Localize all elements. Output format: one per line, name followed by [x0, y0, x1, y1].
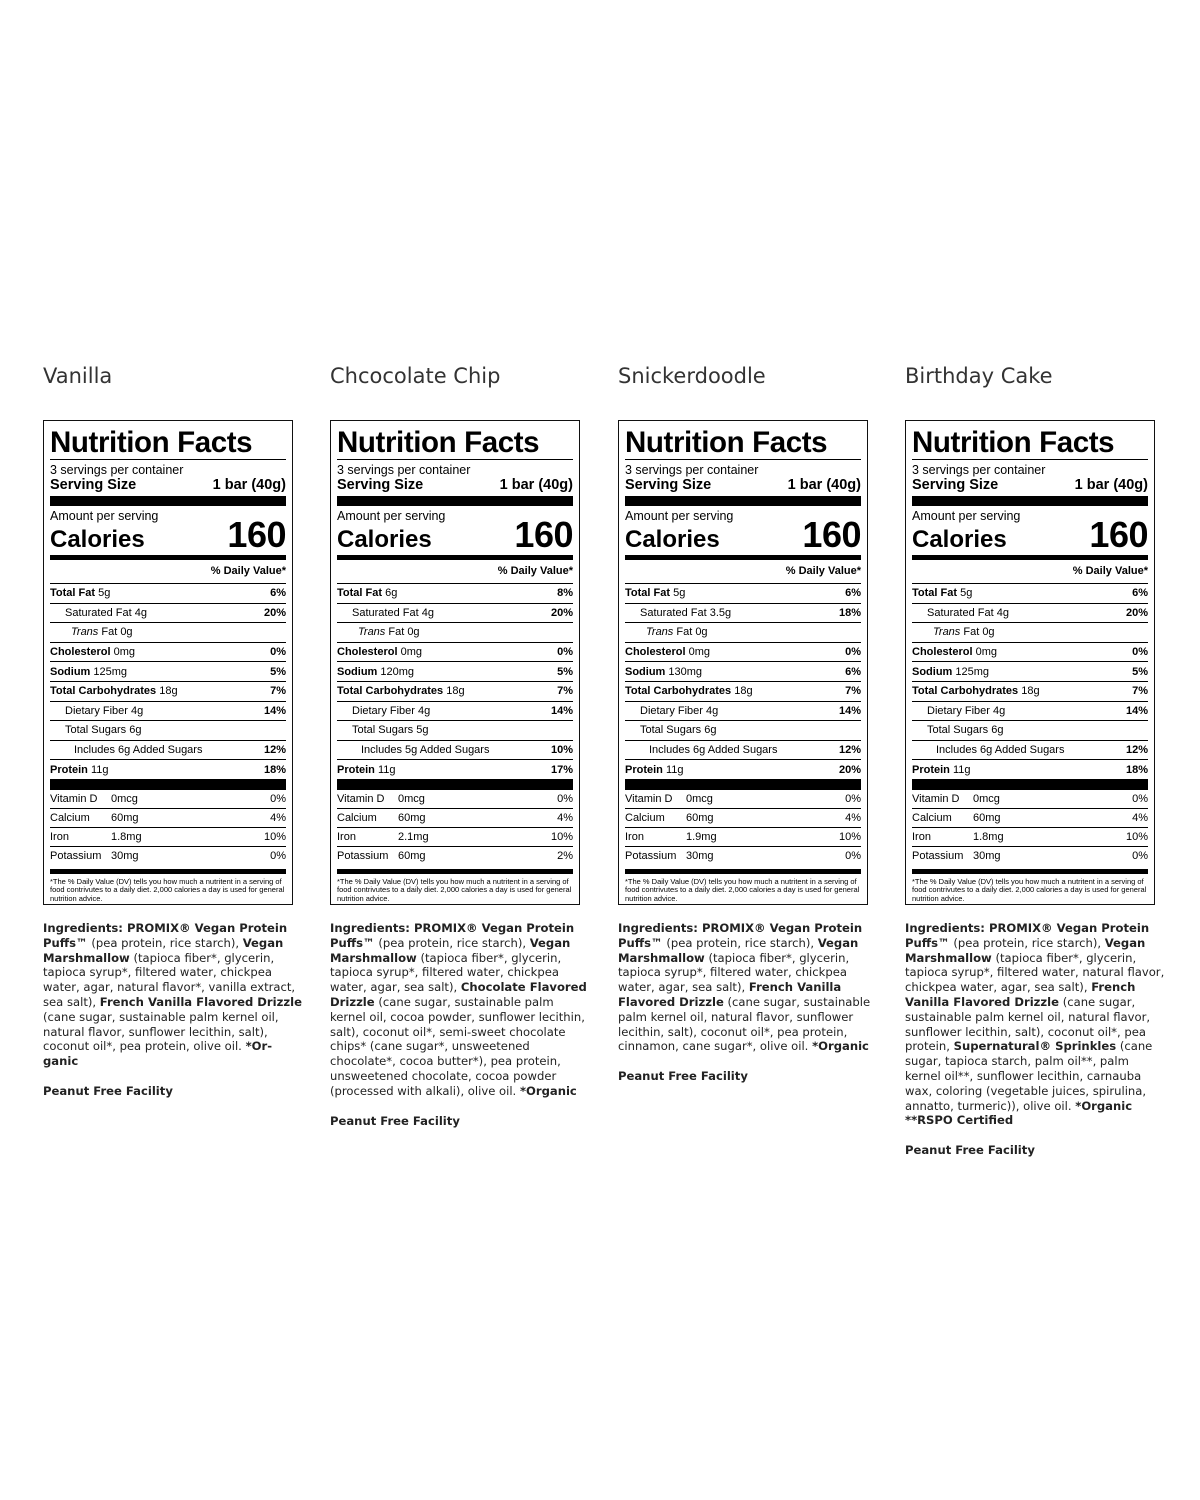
thick-rule: [912, 779, 1148, 789]
dietary-fiber-row: Dietary Fiber 4g 14%: [625, 701, 861, 721]
ingredients-segment: *Organic: [812, 1039, 869, 1054]
cholesterol-row: Cholesterol 0mg 0%: [50, 642, 286, 662]
ingredients-segment: (tapioca fiber*, glycerin, tapioca syrup*, filtered water, chickpea water, agar, natural flavor*, vanilla extract, sea salt),: [43, 950, 296, 1009]
daily-value-footnote: *The % Daily Value (DV) tells you how much a nutritent in a serving of food contrivutes to a daily diet. 2,000 calories a day is used for general nutrition advice.: [625, 869, 861, 903]
iron-row: Iron 1.9mg 10%: [625, 827, 861, 846]
ingredients-segment: Ingredients: PROMIX® Vegan Protein Puffs™: [905, 921, 1150, 950]
total-carbohydrates-row: Total Carbohydrates 18g 7%: [912, 681, 1148, 701]
ingredients-segment: (tapioca fiber*, glycerin, tapioca syrup*, filtered water, chickpea water, agar, sea salt),: [330, 950, 562, 995]
daily-value-header: % Daily Value*: [785, 565, 861, 577]
daily-value-header: % Daily Value*: [1072, 565, 1148, 577]
total-carbohydrates-row: Total Carbohydrates 18g 7%: [625, 681, 861, 701]
vitamin-d-row: Vitamin D 0mcg 0%: [50, 789, 286, 808]
iron-row: Iron 1.8mg 10%: [50, 827, 286, 846]
amount-per-serving: Amount per serving: [625, 509, 734, 523]
cholesterol-row: Cholesterol 0mg 0%: [625, 642, 861, 662]
total-sugars-row: Total Sugars 5g: [337, 720, 573, 740]
daily-value-footnote: *The % Daily Value (DV) tells you how much a nutritent in a serving of food contrivutes to a daily diet. 2,000 calories a day is used for general nutrition advice.: [50, 869, 286, 903]
thick-rule: [625, 496, 861, 506]
thick-rule: [50, 496, 286, 506]
flavor-title: Birthday Cake: [905, 364, 1053, 388]
serving-size-value: 1 bar (40g): [787, 477, 861, 493]
calories-label: Calories: [50, 526, 145, 553]
ingredients-segment: (pea protein, rice starch),: [662, 935, 818, 950]
total-sugars-row: Total Sugars 6g: [50, 720, 286, 740]
total-sugars-row: Total Sugars 6g: [912, 720, 1148, 740]
dietary-fiber-row: Dietary Fiber 4g 14%: [337, 701, 573, 721]
ingredients-block: [330, 921, 592, 1128]
ingredients-segment: French Vanilla Flavored Drizzle: [618, 980, 842, 1009]
ingredients-segment: *Organic **RSPO Certified: [905, 1098, 1133, 1128]
ingredients-segment: French Vanilla Flavored Drizzle: [99, 994, 302, 1009]
serving-size-value: 1 bar (40g): [1074, 477, 1148, 493]
total-fat-row: Total Fat 5g 6%: [912, 583, 1148, 603]
serving-size-label: Serving Size: [912, 477, 999, 493]
nutrition-facts-title: Nutrition Facts: [625, 426, 828, 459]
potassium-row: Potassium 60mg 2%: [337, 846, 573, 865]
trans-fat-row: Trans Fat 0g: [625, 622, 861, 642]
ingredients-segment: (pea protein, rice starch),: [949, 935, 1105, 950]
potassium-row: Potassium 30mg 0%: [50, 846, 286, 865]
serving-size-value: 1 bar (40g): [499, 477, 573, 493]
total-fat-row: Total Fat 5g 6%: [50, 583, 286, 603]
trans-fat-row: Trans Fat 0g: [337, 622, 573, 642]
ingredients-segment: Ingredients: PROMIX® Vegan Protein Puffs™: [618, 921, 863, 950]
total-carbohydrates-row: Total Carbohydrates 18g 7%: [50, 681, 286, 701]
calories-value: 160: [514, 514, 573, 555]
nutrition-facts-title: Nutrition Facts: [912, 426, 1115, 459]
ingredients-segment: (cane sugar, sustainable palm kernel oil, natural flavor, sunflower lecithin, salt), coconut oil*, pea protein,: [905, 994, 1151, 1054]
ingredients-segment: (cane sugar, sustainable palm kernel oil, natural flavor, sunflower lecithin, salt), coconut oil*, pea protein, cinnamon, cane sugar*, olive oil.: [618, 994, 871, 1054]
protein-row: Protein 11g 20%: [625, 759, 861, 779]
potassium-row: Potassium 30mg 0%: [625, 846, 861, 865]
calories-label: Calories: [912, 526, 1007, 553]
ingredients-text: [618, 921, 880, 1054]
peanut-free-facility: Peanut Free Facility: [43, 1083, 173, 1098]
ingredients-segment: Chocolate Flavored Drizzle: [330, 980, 587, 1009]
serving-size-label: Serving Size: [50, 477, 137, 493]
serving-size-row: [50, 477, 286, 494]
total-carbohydrates-row: Total Carbohydrates 18g 7%: [337, 681, 573, 701]
ingredients-text: [43, 921, 305, 1069]
amount-per-serving: Amount per serving: [50, 509, 159, 523]
iron-row: Iron 2.1mg 10%: [337, 827, 573, 846]
calories-value: 160: [1089, 514, 1148, 555]
ingredients-segment: *Organic: [519, 1083, 577, 1098]
added-sugars-row: Includes 6g Added Sugars 12%: [50, 740, 286, 760]
ingredients-segment: Vegan Marshmallow: [330, 935, 571, 965]
calcium-row: Calcium 60mg 4%: [912, 808, 1148, 827]
ingredients-block: [43, 921, 305, 1099]
ingredients-block: [618, 921, 880, 1084]
calories-label: Calories: [625, 526, 720, 553]
calories-label: Calories: [337, 526, 432, 553]
flavor-title: Vanilla: [43, 364, 113, 388]
thick-rule: [625, 779, 861, 789]
vitamin-d-row: Vitamin D 0mcg 0%: [625, 789, 861, 808]
thick-rule: [912, 496, 1148, 506]
ingredients-segment: Ingredients: PROMIX® Vegan Protein Puffs™: [330, 921, 575, 950]
ingredients-segment: French Vanilla Flavored Drizzle: [905, 980, 1136, 1009]
amount-per-serving: Amount per serving: [337, 509, 446, 523]
daily-value-header: % Daily Value*: [210, 565, 286, 577]
nutrition-facts-title: Nutrition Facts: [50, 426, 253, 459]
nutrition-facts-panel: [43, 420, 293, 905]
nutrition-facts-panel: [330, 420, 580, 905]
serving-size-row: [625, 477, 861, 494]
daily-value-footnote: *The % Daily Value (DV) tells you how much a nutritent in a serving of food contrivutes to a daily diet. 2,000 calories a day is used for general nutrition advice.: [337, 869, 573, 903]
vitamin-d-row: Vitamin D 0mcg 0%: [337, 789, 573, 808]
peanut-free-facility: Peanut Free Facility: [330, 1113, 460, 1128]
dietary-fiber-row: Dietary Fiber 4g 14%: [912, 701, 1148, 721]
ingredients-segment: (cane sugar, sustainable palm kernel oil, cocoa powder, sunflower lecithin, salt), coconut oil*, semi-sweet chocolate chips* (cane sugar*, unsweetened chocolate*, cocoa butter*), pea protein, unsweetened chocolate, cocoa powder (processed with alkali), olive oil.: [330, 994, 585, 1098]
daily-value-header: % Daily Value*: [497, 565, 573, 577]
potassium-row: Potassium 30mg 0%: [912, 846, 1148, 865]
serving-size-value: 1 bar (40g): [212, 477, 286, 493]
sodium-row: Sodium 125mg 5%: [50, 661, 286, 681]
sodium-row: Sodium 130mg 6%: [625, 661, 861, 681]
calories-value: 160: [227, 514, 286, 555]
total-sugars-row: Total Sugars 6g: [625, 720, 861, 740]
calories-value: 160: [802, 514, 861, 555]
servings-per-container: 3 servings per container: [50, 463, 184, 477]
serving-size-label: Serving Size: [625, 477, 712, 493]
ingredients-text: [330, 921, 592, 1099]
ingredients-block: [905, 921, 1167, 1158]
trans-fat-row: Trans Fat 0g: [912, 622, 1148, 642]
calcium-row: Calcium 60mg 4%: [50, 808, 286, 827]
total-fat-row: Total Fat 5g 6%: [625, 583, 861, 603]
ingredients-segment: Supernatural® Sprinkles: [953, 1039, 1117, 1054]
added-sugars-row: Includes 6g Added Sugars 12%: [912, 740, 1148, 760]
serving-size-row: [337, 477, 573, 494]
peanut-free-facility: Peanut Free Facility: [618, 1069, 748, 1084]
saturated-fat-row: Saturated Fat 4g 20%: [337, 603, 573, 623]
thick-rule: [337, 496, 573, 506]
added-sugars-row: Includes 6g Added Sugars 12%: [625, 740, 861, 760]
ingredients-segment: Vegan Marshmallow: [905, 935, 1146, 965]
sodium-row: Sodium 120mg 5%: [337, 661, 573, 681]
ingredients-segment: (pea protein, rice starch),: [374, 935, 530, 950]
ingredients-segment: Vegan Marshmallow: [43, 935, 284, 965]
ingredients-segment: (tapioca fiber*, glycerin, tapioca syrup*, filtered water, chickpea water, agar, sea salt),: [618, 950, 850, 995]
cholesterol-row: Cholesterol 0mg 0%: [912, 642, 1148, 662]
serving-size-label: Serving Size: [337, 477, 424, 493]
servings-per-container: 3 servings per container: [625, 463, 759, 477]
servings-per-container: 3 servings per container: [912, 463, 1046, 477]
added-sugars-row: Includes 5g Added Sugars 10%: [337, 740, 573, 760]
ingredients-text: [905, 921, 1167, 1128]
iron-row: Iron 1.8mg 10%: [912, 827, 1148, 846]
amount-per-serving: Amount per serving: [912, 509, 1021, 523]
saturated-fat-row: Saturated Fat 3.5g 18%: [625, 603, 861, 623]
vitamin-d-row: Vitamin D 0mcg 0%: [912, 789, 1148, 808]
saturated-fat-row: Saturated Fat 4g 20%: [912, 603, 1148, 623]
serving-size-row: [912, 477, 1148, 494]
nutrition-facts-panel: [618, 420, 868, 905]
flavor-title: Snickerdoodle: [618, 364, 766, 388]
dietary-fiber-row: Dietary Fiber 4g 14%: [50, 701, 286, 721]
protein-row: Protein 11g 18%: [912, 759, 1148, 779]
cholesterol-row: Cholesterol 0mg 0%: [337, 642, 573, 662]
total-fat-row: Total Fat 6g 8%: [337, 583, 573, 603]
sodium-row: Sodium 125mg 5%: [912, 661, 1148, 681]
flavor-title: Chcocolate Chip: [330, 364, 501, 388]
protein-row: Protein 11g 18%: [50, 759, 286, 779]
ingredients-segment: (pea protein, rice starch),: [87, 935, 243, 950]
servings-per-container: 3 servings per container: [337, 463, 471, 477]
saturated-fat-row: Saturated Fat 4g 20%: [50, 603, 286, 623]
protein-row: Protein 11g 17%: [337, 759, 573, 779]
ingredients-segment: Ingredients: PROMIX® Vegan Protein Puffs™: [43, 921, 288, 950]
thick-rule: [50, 779, 286, 789]
nutrition-facts-title: Nutrition Facts: [337, 426, 540, 459]
nutrition-facts-panel: [905, 420, 1155, 905]
ingredients-segment: (cane sugar, sustainable palm kernel oil, natural flavor, sunflower lecithin, salt), coconut oil*, pea protein, olive oil.: [43, 1009, 279, 1054]
trans-fat-row: Trans Fat 0g: [50, 622, 286, 642]
ingredients-segment: (tapioca fiber*, glycerin, tapioca syrup*, filtered water, natural flavor, chickpea water, agar, sea salt),: [905, 950, 1165, 995]
calcium-row: Calcium 60mg 4%: [337, 808, 573, 827]
ingredients-segment: *Or-ganic: [43, 1039, 273, 1069]
peanut-free-facility: Peanut Free Facility: [905, 1143, 1035, 1158]
ingredients-segment: (cane sugar, tapioca starch, palm oil**, palm kernel oil**, sunflower lecithin, carnauba wax, coloring (vegetable juices, spirulina, annatto, turmeric)), olive oil.: [905, 1039, 1153, 1113]
calcium-row: Calcium 60mg 4%: [625, 808, 861, 827]
ingredients-segment: Vegan Marshmallow: [618, 935, 859, 965]
daily-value-footnote: *The % Daily Value (DV) tells you how much a nutritent in a serving of food contrivutes to a daily diet. 2,000 calories a day is used for general nutrition advice.: [912, 869, 1148, 903]
thick-rule: [337, 779, 573, 789]
